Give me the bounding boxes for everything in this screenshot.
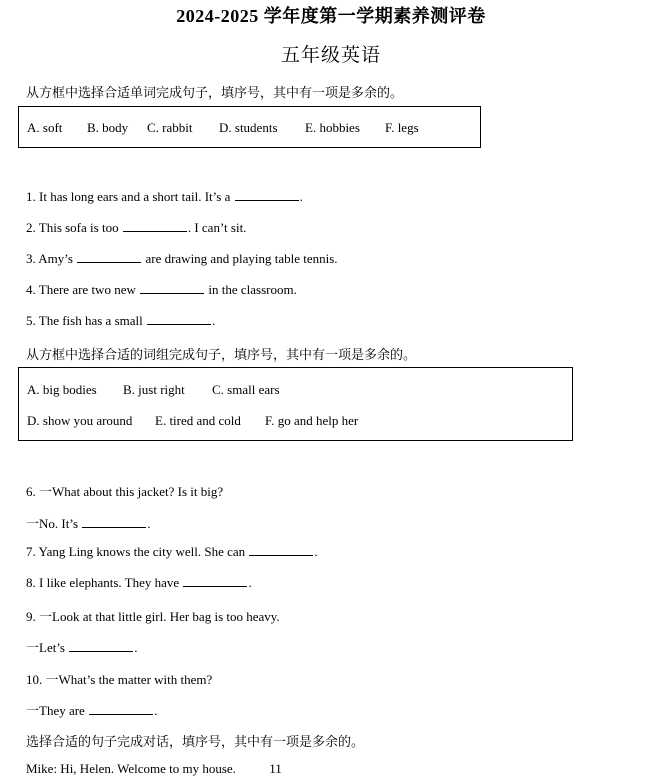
phrase-options-box [18, 367, 573, 441]
phrase-option: A. big bodies [27, 382, 97, 397]
section3-instruction: 选择合适的句子完成对话，填序号，其中有一项是多余的。 [26, 734, 365, 749]
question-9: 9. 一Look at that little girl. Her bag is too heavy. [26, 609, 280, 624]
word-option: E. hobbies [305, 120, 360, 135]
phrase-option: E. tired and cold [155, 413, 241, 428]
answer-blank[interactable] [89, 703, 153, 715]
word-options-box [18, 106, 481, 148]
section2-instruction: 从方框中选择合适的词组完成句子，填序号，其中有一项是多余的。 [26, 347, 417, 362]
phrase-option: F. go and help her [265, 413, 359, 428]
question-10: 10. 一What’s the matter with them? [26, 672, 213, 687]
word-option: D. students [219, 120, 278, 135]
question-6: 6. 一What about this jacket? Is it big? [26, 484, 224, 499]
section1-instruction: 从方框中选择合适单词完成句子，填序号，其中有一项是多余的。 [26, 85, 404, 100]
word-option: C. rabbit [147, 120, 193, 135]
answer-blank[interactable] [147, 313, 211, 325]
answer-blank[interactable] [249, 544, 313, 556]
answer-blank[interactable] [235, 189, 299, 201]
phrase-option: D. show you around [27, 413, 133, 428]
answer-blank[interactable] [123, 220, 187, 232]
answer-blank[interactable] [82, 516, 146, 528]
answer-blank[interactable] [183, 575, 247, 587]
exam-title: 2024-2025 学年度第一学期素养测评卷 [176, 6, 486, 26]
exam-subtitle: 五年级英语 [280, 45, 381, 66]
question-number: 11 [269, 761, 282, 776]
question-4: 4. There are two new in the classroom. [26, 282, 297, 297]
word-option: A. soft [27, 120, 63, 135]
question-3: 3. Amy’s are drawing and playing table tennis. [26, 251, 338, 266]
question-9-answer: 一Let’s . [26, 640, 138, 655]
question-7: 7. Yang Ling knows the city well. She can . [26, 544, 318, 559]
word-option: B. body [87, 120, 129, 135]
question-6-answer: 一No. It’s . [26, 516, 151, 531]
answer-blank[interactable] [69, 640, 133, 652]
question-8: 8. I like elephants. They have . [26, 575, 252, 590]
phrase-option: B. just right [123, 382, 185, 397]
question-2: 2. This sofa is too . I can’t sit. [26, 220, 247, 235]
dialogue-line: Mike: Hi, Helen. Welcome to my house. 11 [26, 761, 282, 776]
question-5: 5. The fish has a small . [26, 313, 216, 328]
answer-blank[interactable] [140, 282, 204, 294]
question-10-answer: 一They are . [26, 703, 158, 718]
answer-blank[interactable] [77, 251, 141, 263]
word-option: F. legs [385, 120, 419, 135]
phrase-option: C. small ears [212, 382, 280, 397]
question-1: 1. It has long ears and a short tail. It’s a . [26, 189, 303, 204]
